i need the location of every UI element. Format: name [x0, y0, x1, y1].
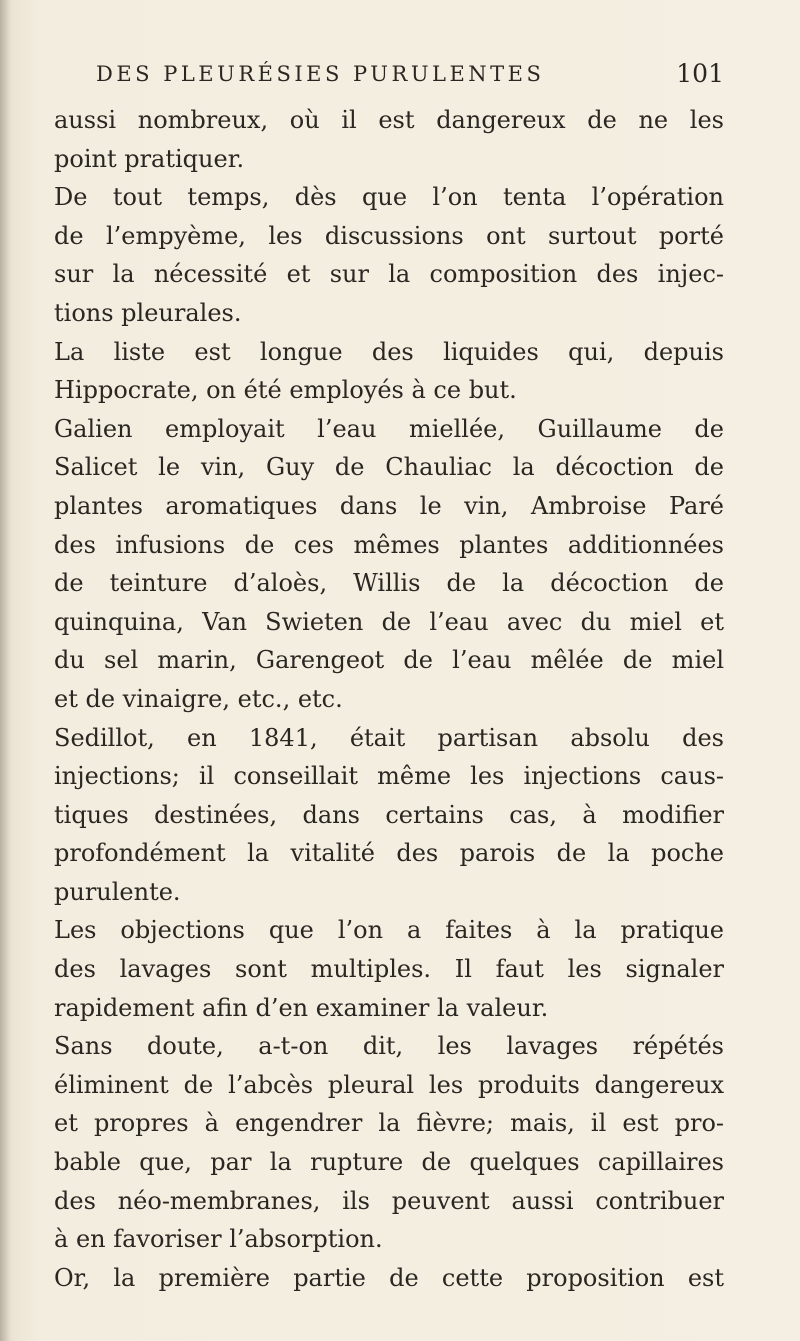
- text-line: et propres à engendrer la fièvre; mais, il est pro-: [54, 1109, 724, 1138]
- page-number: 101: [676, 59, 724, 88]
- text-line: plantes aromatiques dans le vin, Ambroise Paré: [54, 491, 724, 520]
- text-line: quinquina, Van Swieten de l’eau avec du miel et: [54, 607, 724, 636]
- text-line: Or, la première partie de cette proposition est: [54, 1263, 724, 1292]
- text-line: éliminent de l’abcès pleural les produits dangereux: [54, 1070, 724, 1099]
- text-line: Hippocrate, on été employés à ce but.: [54, 376, 517, 405]
- body-text: [54, 101, 724, 1297]
- text-line: des lavages sont multiples. Il faut les signaler: [54, 955, 724, 984]
- text-line: Salicet le vin, Guy de Chauliac la décoction de: [54, 453, 724, 482]
- text-line: Galien employait l’eau miellée, Guillaume de: [54, 414, 724, 443]
- text-line: Sans doute, a-t-on dit, les lavages répétés: [54, 1032, 724, 1061]
- text-line: tions pleurales.: [54, 298, 242, 327]
- text-line: point pratiquer.: [54, 144, 245, 173]
- text-line: rapidement afin d’en examiner la valeur.: [54, 993, 549, 1022]
- text-line: sur la nécessité et sur la composition des injec-: [54, 260, 724, 289]
- text-line: des néo-membranes, ils peuvent aussi contribuer: [54, 1186, 724, 1215]
- text-line: et de vinaigre, etc., etc.: [54, 684, 343, 713]
- text-line: De tout temps, dès que l’on tenta l’opération: [54, 183, 724, 212]
- text-line: de teinture d’aloès, Willis de la décoction de: [54, 569, 724, 598]
- text-line: de l’empyème, les discussions ont surtout porté: [54, 221, 724, 250]
- text-line: bable que, par la rupture de quelques capillaires: [54, 1148, 724, 1177]
- text-line: injections; il conseillait même les injections caus-: [54, 762, 724, 791]
- running-header: [96, 59, 724, 96]
- text-line: du sel marin, Garengeot de l’eau mêlée de miel: [54, 646, 724, 675]
- text-line: tiques destinées, dans certains cas, à modifier: [54, 800, 724, 829]
- text-line: purulente.: [54, 877, 181, 906]
- text-line: à en favoriser l’absorption.: [54, 1225, 383, 1254]
- text-line: Sedillot, en 1841, était partisan absolu des: [54, 723, 724, 752]
- text-line: profondément la vitalité des parois de la poche: [54, 839, 724, 868]
- running-title: DES PLEURÉSIES PURULENTES: [96, 62, 545, 86]
- text-line: aussi nombreux, où il est dangereux de ne les: [54, 106, 724, 134]
- text-line: La liste est longue des liquides qui, depuis: [54, 337, 724, 366]
- page-spine-shadow: [0, 0, 10, 1341]
- text-line: des infusions de ces mêmes plantes additionnées: [54, 530, 724, 559]
- text-line: Les objections que l’on a faites à la pratique: [54, 916, 724, 945]
